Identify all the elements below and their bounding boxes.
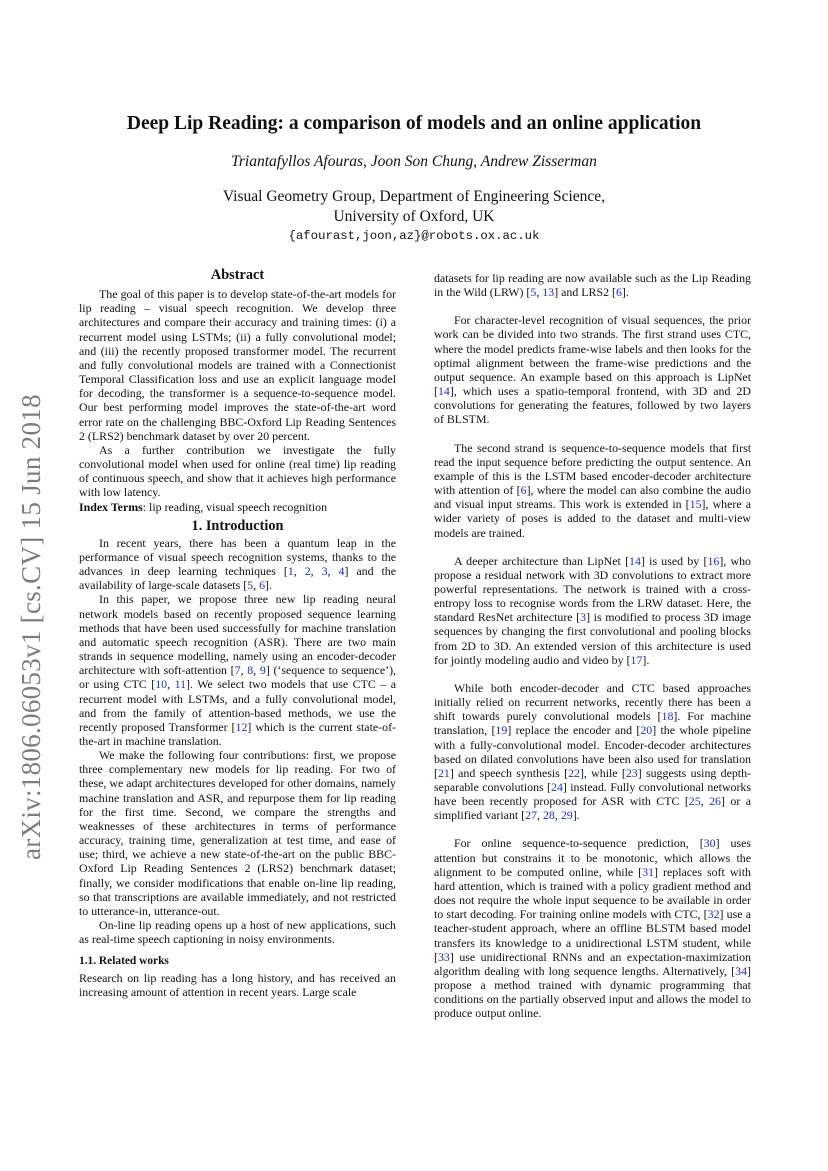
citation-link[interactable]: 31 [642,864,655,879]
citation-link[interactable]: 3 [580,610,587,625]
citation-link[interactable]: 30 [703,836,716,851]
intro-paragraph-4: On-line lip reading opens up a host of new applications, such as real-time speech captioning in noisy environments. [79,918,396,947]
abstract-paragraph-2: As a further contribution we investigate the fully convolutional model when used for online (real time) lip reading of continuous speech, and show that it achieves high performance with low latency. [79,442,396,500]
abstract-heading: Abstract [210,267,265,283]
citation-link[interactable]: 15 [689,497,702,512]
right-paragraph-1: datasets for lip reading are now available such as the Lip Reading in the Wild (LRW) [5, 13] and LRS2 [6]. [434,271,751,300]
index-terms [79,500,396,514]
citation-link[interactable]: 14 [629,553,641,568]
right-column [434,271,751,1021]
left-column [79,268,396,999]
authors: Triantafyllos Afouras, Joon Son Chung, Andrew Zisserman [231,153,597,170]
intro-paragraph-1: In recent years, there has been a quantum leap in the performance of visual speech recognition systems, thanks to the advances in deep learning techniques [1, 2, 3, 4] and the availability of large-scale datasets [5, 6]. [79,535,396,593]
citation-link[interactable]: 24 [551,780,563,794]
citation-link[interactable]: 3 [321,564,328,579]
citation-link[interactable]: 34 [735,963,748,978]
citation-link[interactable]: 23 [625,765,638,780]
intro-paragraph-2: In this paper, we propose three new lip reading neural network models based on recently proposed sequence learning methods that have been used successfully for machine translation and automatic speech recognition (ASR). There are two main strands in sequence modelling, namely using an encoder-decoder architecture with soft-attention [7, 8, 9] (‘sequence to sequence’), or using CTC [10, 11]. We select two models that use CTC – a recurrent model with LSTMs, and a fully convolutional model, and from the family of attention-based methods, we use the recently proposed Transformer [12] which is the current state-of-the-art in machine translation. [79,592,397,748]
right-paragraph-3: The second strand is sequence-to-sequence models that first read the input sequence before predicting the output sentence. An example of this is the LSTM based encoder-decoder architecture with attention of [6], where the model can also combine the audio and visual input streams. This work is extended in [15], where a wider variety of poses is added to the dataset and multi-view models are trained. [434,440,752,540]
citation-link[interactable]: 12 [235,719,248,734]
introduction-heading: 1. Introduction [191,517,284,534]
citation-link[interactable]: 18 [661,709,674,724]
paper-title: Deep Lip Reading: a comparison of models and an online application [126,113,702,134]
citation-link[interactable]: 5 [247,578,254,593]
citation-link[interactable]: 6 [259,578,266,593]
right-paragraph-4: A deeper architecture than LipNet [14] is used by [16], who propose a residual network with 3D convolutions to extract more powerful representations. The network is trained with a cross-entropy loss to recognise words from the LRW dataset. Here, the standard ResNet architecture [3] is modified to process 3D image sequences by changing the first convolutional and pooling blocks from 2D to 3D. An extended version of this architecture is used for jointly modeling audio and video by [17]. [434,553,751,667]
arxiv-stamp: arXiv:1806.06053v1 [cs.CV] 15 Jun 2018 [16,394,46,860]
citation-link[interactable]: 9 [259,663,266,678]
citation-link[interactable]: 25 [688,794,701,809]
citation-link[interactable]: 13 [542,285,555,300]
related-works-paragraph: Research on lip reading has a long history, and has received an increasing amount of attention in recent years. Large scale [79,970,396,999]
citation-link[interactable]: 11 [174,677,187,692]
abstract-paragraph-1: The goal of this paper is to develop state-of-the-art models for lip reading – visual speech recognition. We develop three architectures and compare their accuracy and training times: (i) a recurrent model using LSTMs; (ii) a fully convolutional model; and (iii) the recently proposed transformer model. The recurrent and fully convolutional models are trained with a Connectionist Temporal Classification loss and use an explicit language model for decoding, the transformer is a sequence-to-sequence model. Our best performing model improves the state-of-the-art word error rate on the challenging BBC-Oxford Lip Reading Sentences 2 (LRS2) benchmark dataset by over 20 percent. [79,287,396,443]
citation-link[interactable]: 16 [707,553,720,568]
citation-link[interactable]: 17 [630,652,643,667]
affiliation [0,187,828,227]
right-paragraph-2: For character-level recognition of visual sequences, the prior work can be divided into two strands. The first strand uses CTC, where the model predicts frame-wise labels and then looks for the optimal alignment between the frame-wise predictions and the output sequence. An example based on this approach is LipNet [14], which uses a spatio-temporal frontend, with 3D and 2D convolutions for generating the features, followed by two layers of BLSTM. [434,313,751,427]
citation-link[interactable]: 7 [234,663,241,678]
citation-link[interactable]: 1 [287,564,294,579]
citation-link[interactable]: 27 [525,808,538,823]
citation-link[interactable]: 32 [707,907,720,922]
citation-link[interactable]: 29 [560,808,573,823]
citation-link[interactable]: 2 [304,564,311,579]
intro-paragraph-3: We make the following four contributions: first, we propose three complementary new models for lip reading. For two of these, we adapt architectures developed for other domains, namely machine translation and ASR, and repurpose them for lip reading for the first time. Second, we compare the strengths and weaknesses of these architectures in terms of performance accuracy, training time, generalization at test time, and ease of use; third, we achieve a new state-of-the-art on the public BBC-Oxford Lip Reading Sentences 2 (LRS2) benchmark dataset; finally, we consider modifications that enable on-line lip reading, so that transcriptions are available immediately, and not restricted to utterance-in, utterance-out. [79,748,396,918]
right-paragraph-6: For online sequence-to-sequence prediction, [30] uses attention but constrains it to be monotonic, which allows the alignment to be computed online, while [31] replaces soft with hard attention, which is trained with a policy gradient method and does not require the whole input sequence to be available in order to start decoding. For training online models with CTC, [32] use a teacher-student approach, where an offline BLSTM based model transfers its knowledge to a unidirectional LSTM student, while [33] use unidirectional RNNs and an expectation-maximization algorithm dealing with long sequence lengths. Alternatively, [34] propose a method trained with dynamic programming that conditions on the partially observed input and allows the model to produce output online. [434,836,751,1021]
affiliation-line-1: Visual Geometry Group, Department of Engineering Science, [222,188,606,205]
citation-link[interactable]: 8 [247,663,254,678]
citation-link[interactable]: 10 [155,677,168,692]
related-works-heading: 1.1. Related works [79,955,169,968]
affiliation-line-2: University of Oxford, UK [333,208,495,225]
citation-link[interactable]: 14 [437,384,450,399]
citation-link[interactable]: 26 [709,794,721,809]
citation-link[interactable]: 4 [338,564,345,579]
index-terms-text: : lip reading, visual speech recognition [142,499,328,514]
citation-link[interactable]: 21 [437,765,450,780]
right-paragraph-5: While both encoder-decoder and CTC based approaches initially relied on recurrent networks, recently there has been a shift towards purely convolutional models [18]. For machine translation, [19] replace the encoder and [20] the whole pipeline with a fully-convolutional model. Encoder-decoder architectures based on dilated convolutions have been also used for translation [21] and speech synthesis [22], while [23] suggests using depth-separable convolutions [24] instead. Fully convolutional networks have been recently proposed for ASR with CTC [25, 26] or a simplified variant [27, 28, 29]. [434,680,752,823]
citation-link[interactable]: 5 [530,285,537,300]
citation-link[interactable]: 20 [640,723,653,738]
citation-link[interactable]: 22 [568,765,580,780]
citation-link[interactable]: 19 [495,723,508,738]
index-terms-label: Index Terms [79,499,143,514]
citation-link[interactable]: 28 [542,808,555,823]
email: {afourast,joon,az}@robots.ox.ac.uk [288,229,540,243]
citation-link[interactable]: 6 [520,483,527,498]
citation-link[interactable]: 6 [615,285,622,300]
citation-link[interactable]: 33 [437,949,450,964]
